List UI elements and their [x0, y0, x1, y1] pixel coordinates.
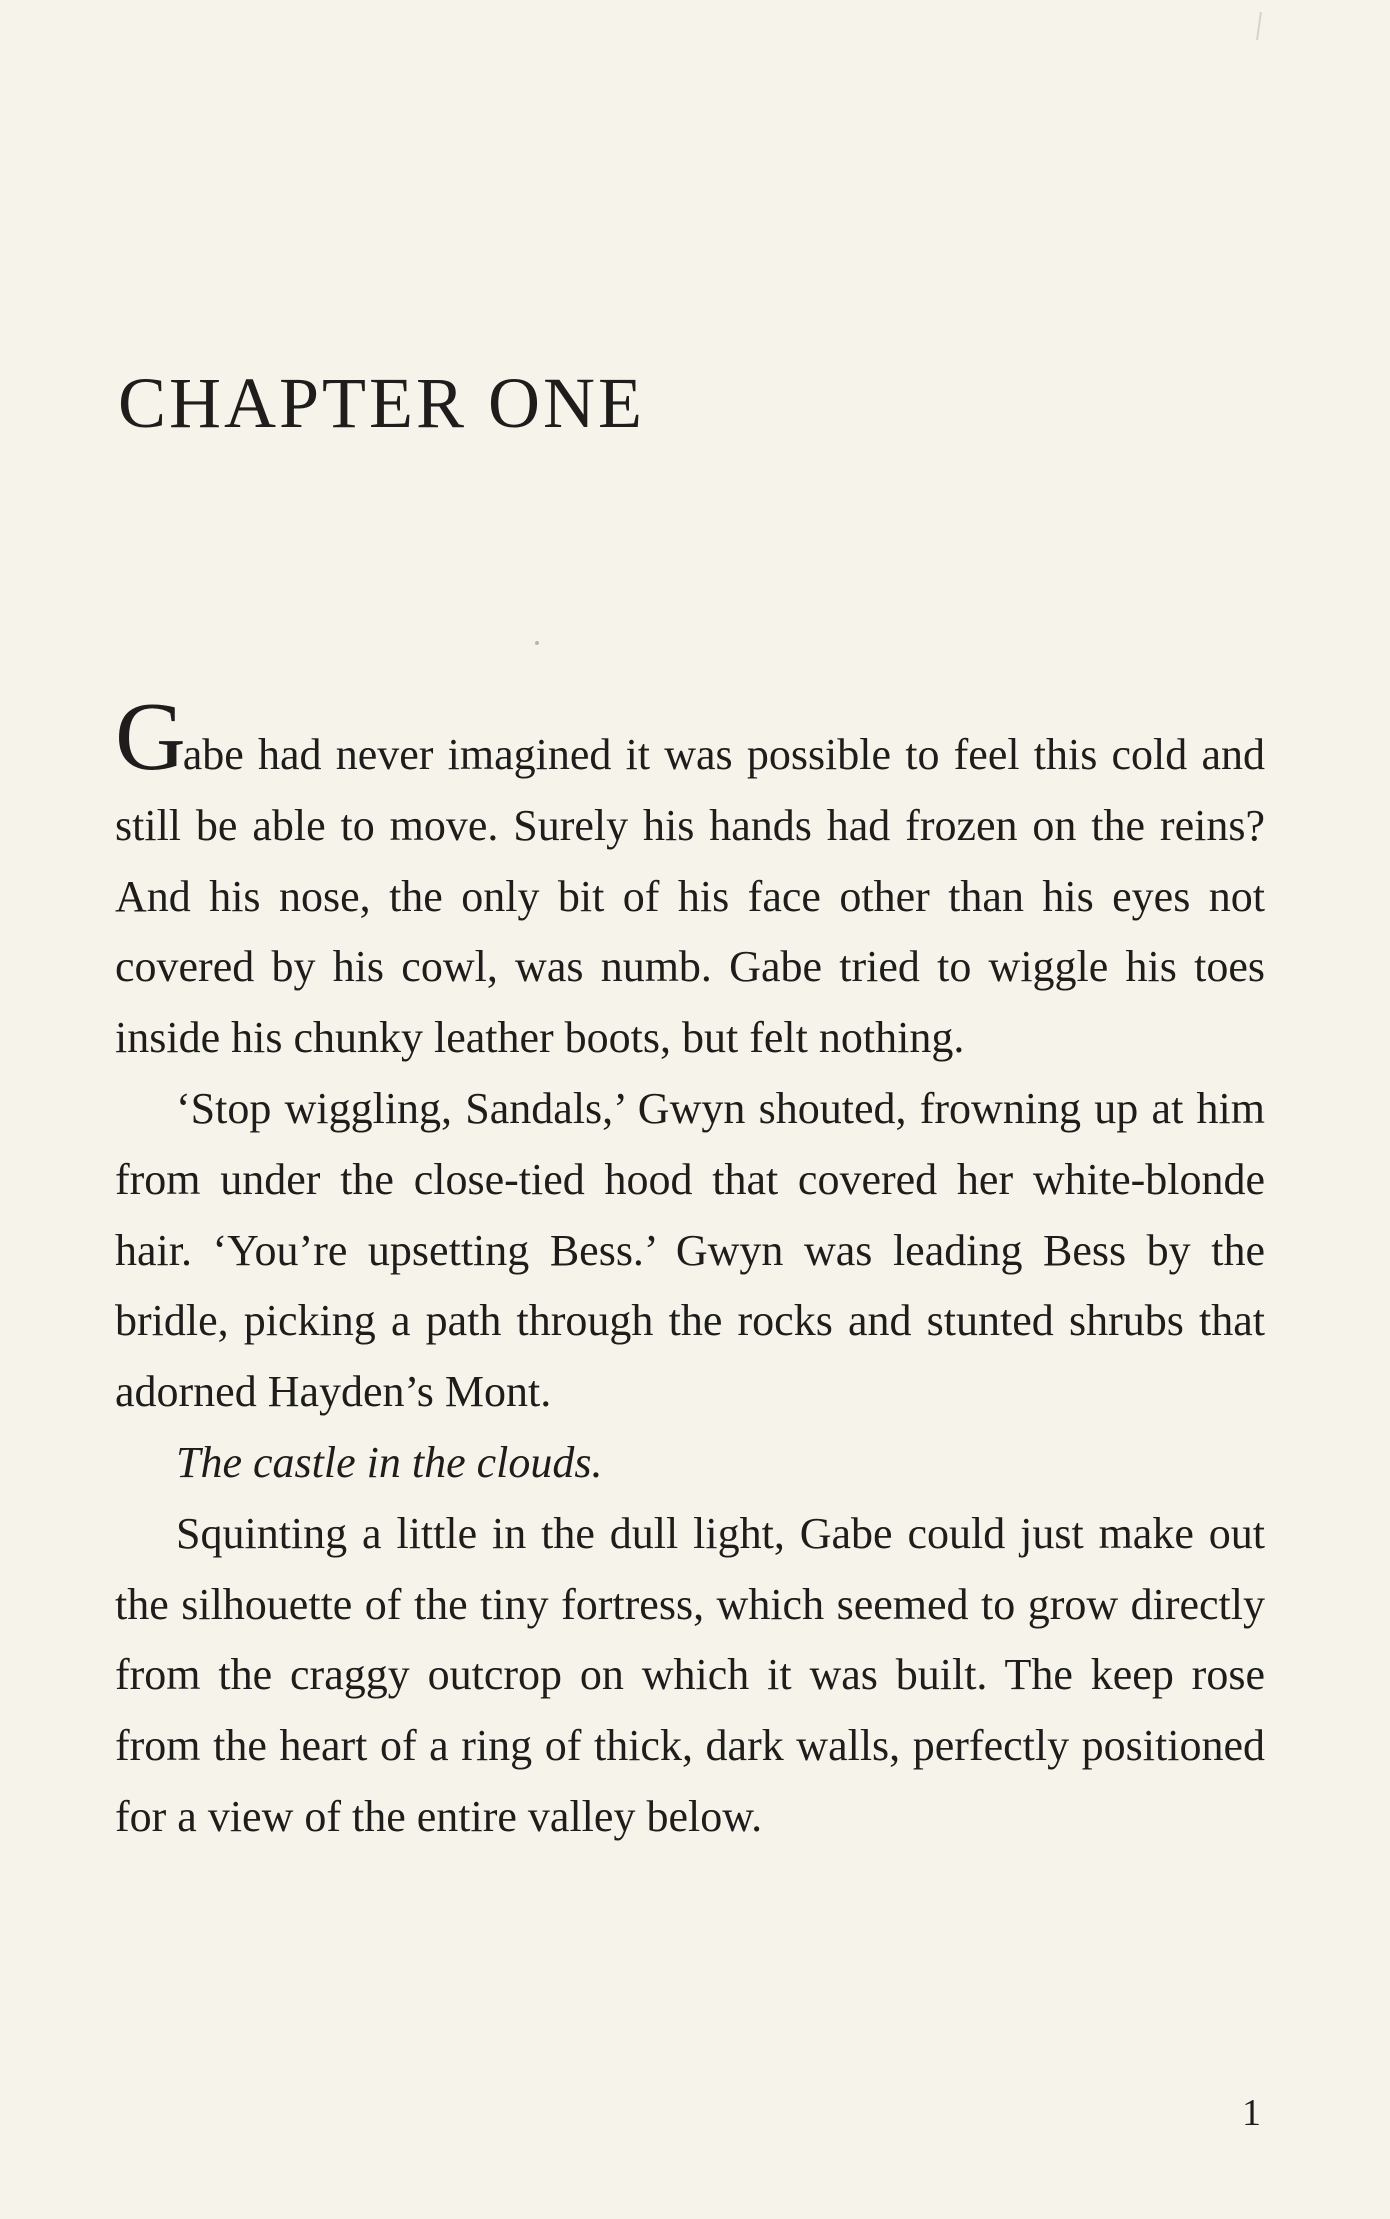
paragraph-3: The castle in the clouds.	[176, 1437, 603, 1487]
paragraph-1	[115, 683, 1265, 1074]
paper-edge-mark	[1256, 12, 1262, 40]
body-text	[115, 683, 1265, 1853]
paragraph-4: Squinting a little in the dull light, Gabe could just make out the silhouette of the tiny fortress, which seemed to grow directly from the craggy outcrop on which it was built. The keep rose from the heart of a ring of thick, dark walls, perfectly positioned for a view of the entire valley below.	[115, 1508, 1265, 1841]
paragraph-1-text: abe had never imagined it was possible to feel this cold and still be able to move. Surely his hands had frozen on the reins? And his nose, the only bit of his face other than his eyes not covered by his cowl, was numb. Gabe tried to wiggle his toes inside his chunky leather boots, but felt nothing.	[115, 730, 1265, 1063]
drop-cap: G	[115, 683, 186, 791]
paper-speck	[535, 641, 539, 645]
chapter-title: CHAPTER ONE	[118, 363, 646, 443]
page-number: 1	[1242, 2092, 1261, 2134]
paragraph-2: ‘Stop wiggling, Sandals,’ Gwyn shouted, frowning up at him from under the close-tied hood that covered her white-blonde hair. ‘You’re upsetting Bess.’ Gwyn was leading Bess by the bridle, picking a path through the rocks and stunted shrubs that adorned Hayden’s Mont.	[115, 1083, 1265, 1417]
